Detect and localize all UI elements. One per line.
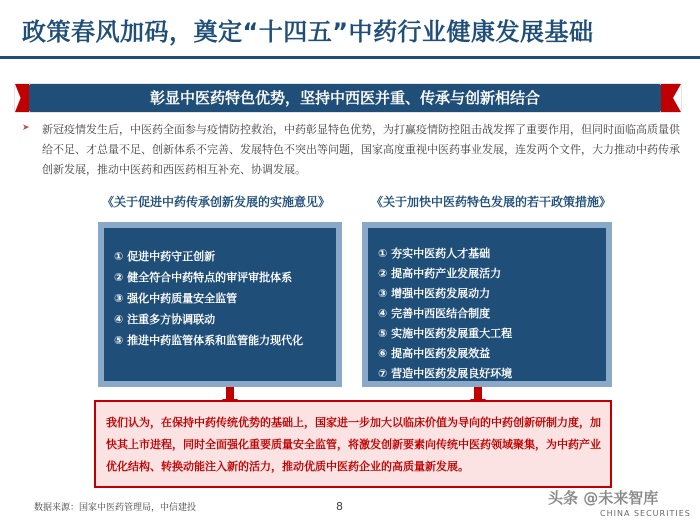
page-number: 8 bbox=[336, 500, 343, 513]
intro-text: 新冠疫情发生后，中医药全面参与疫情防控救治，中药彰显特色优势，为打赢疫情防控阻击战发挥了重要作用，但同时面临高质量供给不足、才总量不足、创新体系不完善、发展特色不突出等问题，国家高度重视中医药事业发展，连发两个文件，大力推动中药传承创新发展，推动中医药和西医药相互补充、协调发展。 bbox=[42, 123, 680, 176]
list-item: ⑦ 营造中医药发展良好环境 bbox=[378, 367, 513, 380]
banner-text: 彰显中医药特色优势，坚持中西医并重、传承与创新相结合 bbox=[149, 89, 540, 107]
conclusion-text: 我们认为，在保持中药传统优势的基础上，国家进一步加大以临床价值为导向的中药创新研制力度，加快其上市进程，同时全面强化重要质量安全监管，将激发创新要素向传统中医药领域聚集，为中药产业优化结构、转换动能注入新的活力，推动优质中医药企业的高质量新发展。 bbox=[106, 416, 601, 473]
conclusion-box bbox=[94, 400, 612, 488]
list-item: ① 促进中药守正创新 bbox=[114, 250, 216, 263]
list-item: ⑤ 推进中药监管体系和监管能力现代化 bbox=[114, 334, 304, 347]
policy-panel-left bbox=[98, 222, 342, 387]
policy-list-left bbox=[114, 246, 303, 351]
arrow-bullet-icon: ➤ bbox=[22, 123, 30, 133]
list-item: ③ 强化中药质量安全监管 bbox=[114, 292, 238, 305]
policy-panel-right-inner bbox=[368, 228, 606, 381]
policy-title-right: 《关于加快中医药特色发展的若干政策措施》 bbox=[371, 195, 612, 209]
list-item: ⑤ 实施中医药发展重大工程 bbox=[378, 327, 513, 340]
list-item: ⑥ 提高中医药发展效益 bbox=[378, 347, 491, 360]
logo-english-text: CHINA SECURITIES bbox=[600, 509, 691, 518]
policy-title-left: 《关于促进中药传承创新发展的实施意见》 bbox=[102, 195, 331, 209]
list-item: ③ 增强中医药发展动力 bbox=[378, 287, 491, 300]
list-item: ④ 注重多方协调联动 bbox=[114, 313, 216, 326]
list-item: ④ 完善中西医结合制度 bbox=[378, 307, 491, 320]
banner-right-tip bbox=[661, 84, 681, 112]
title-rule bbox=[0, 56, 700, 59]
list-item: ② 提高中药产业发展活力 bbox=[378, 267, 502, 280]
banner-left-tip bbox=[15, 84, 29, 112]
footer-logo bbox=[540, 487, 696, 523]
section-banner bbox=[14, 83, 682, 113]
list-item: ① 夯实中医药人才基础 bbox=[378, 247, 491, 260]
policy-list-right bbox=[378, 244, 512, 384]
page-title: 政策春风加码，奠定“十四五”中药行业健康发展基础 bbox=[22, 18, 594, 46]
list-item: ② 健全符合中药特点的审评审批体系 bbox=[114, 271, 293, 284]
logo-watermark-text: 头条 @未来智库 bbox=[548, 489, 659, 507]
policy-panel-right bbox=[362, 222, 612, 387]
policy-panel-left-inner bbox=[104, 228, 336, 381]
footer-source: 数据来源：国家中医药管理局，中信建投 bbox=[34, 503, 197, 513]
